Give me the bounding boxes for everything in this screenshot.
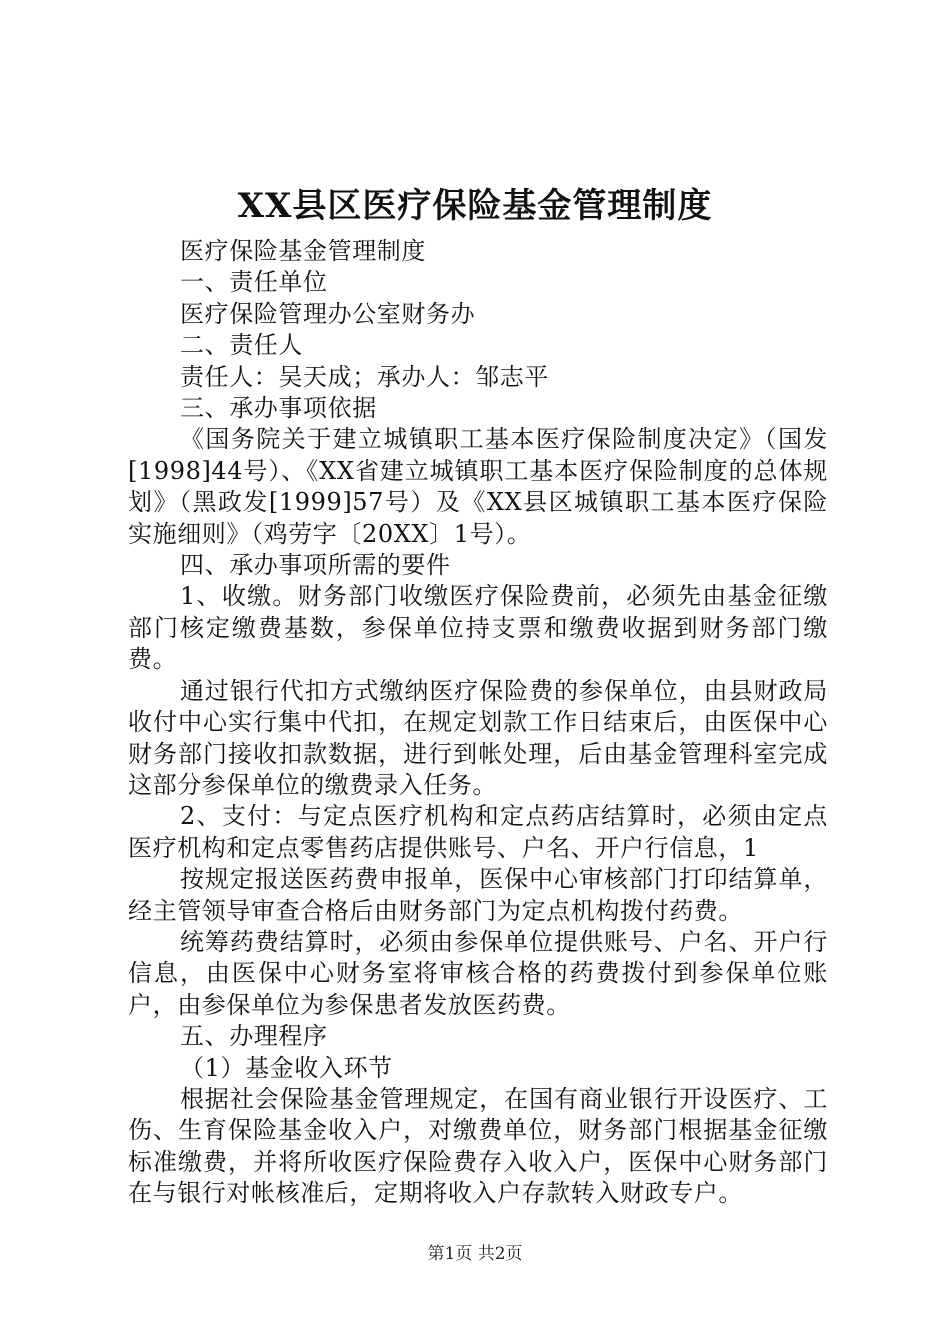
paragraph: （1）基金收入环节 xyxy=(180,1053,393,1082)
paragraph: 《国务院关于建立城镇职工基本医疗保险制度决定》（国发[1998]44号）、《XX省建立城镇职工基本医疗保险制度的总体规划》（黑政发[1999]57号）及《XX县区城镇职工基本医疗保险实施细则》（鸡劳字〔20XX〕1号）。 xyxy=(128,425,828,548)
paragraph: 1、收缴。财务部门收缴医疗保险费前，必须先由基金征缴部门核定缴费基数，参保单位持支票和缴费收据到财务部门缴费。 xyxy=(128,582,828,674)
paragraph: 四、承办事项所需的要件 xyxy=(180,551,451,580)
paragraph: 一、责任单位 xyxy=(180,268,328,297)
paragraph: 三、承办事项依据 xyxy=(180,394,377,423)
paragraph: 五、办理程序 xyxy=(180,1022,328,1051)
paragraph: 医疗保险管理办公室财务办 xyxy=(180,299,476,328)
paragraph: 根据社会保险基金管理规定，在国有商业银行开设医疗、工伤、生育保险基金收入户，对缴费单位，财务部门根据基金征缴标准缴费，并将所收医疗保险费存入收入户，医保中心财务部门在与银行对帐核准后，定期将收入户存款转入财政专户。 xyxy=(128,1084,828,1208)
document-body xyxy=(128,236,828,1210)
paragraph: 2、支付：与定点医疗机构和定点药店结算时，必须由定点医疗机构和定点零售药店提供账号、户名、开户行信息，1 xyxy=(128,802,828,862)
paragraph: 责任人：吴天成；承办人：邹志平 xyxy=(180,362,549,391)
paragraph: 二、责任人 xyxy=(180,331,303,360)
paragraph: 医疗保险基金管理制度 xyxy=(180,237,426,265)
paragraph: 通过银行代扣方式缴纳医疗保险费的参保单位，由县财政局收付中心实行集中代扣，在规定划款工作日结束后，由医保中心财务部门接收扣款数据，进行到帐处理，后由基金管理科室完成这部分参保单位的缴费录入任务。 xyxy=(128,676,828,799)
paragraph: 按规定报送医药费申报单，医保中心审核部门打印结算单，经主管领导审查合格后由财务部门为定点机构拨付药费。 xyxy=(128,865,828,925)
document-title: XX县区医疗保险基金管理制度 xyxy=(237,186,713,226)
page-number-footer: 第1页 共2页 xyxy=(427,1244,523,1264)
paragraph: 统筹药费结算时，必须由参保单位提供账号、户名、开户行信息，由医保中心财务室将审核合格的药费拨付到参保单位账户，由参保单位为参保患者发放医药费。 xyxy=(128,927,828,1019)
